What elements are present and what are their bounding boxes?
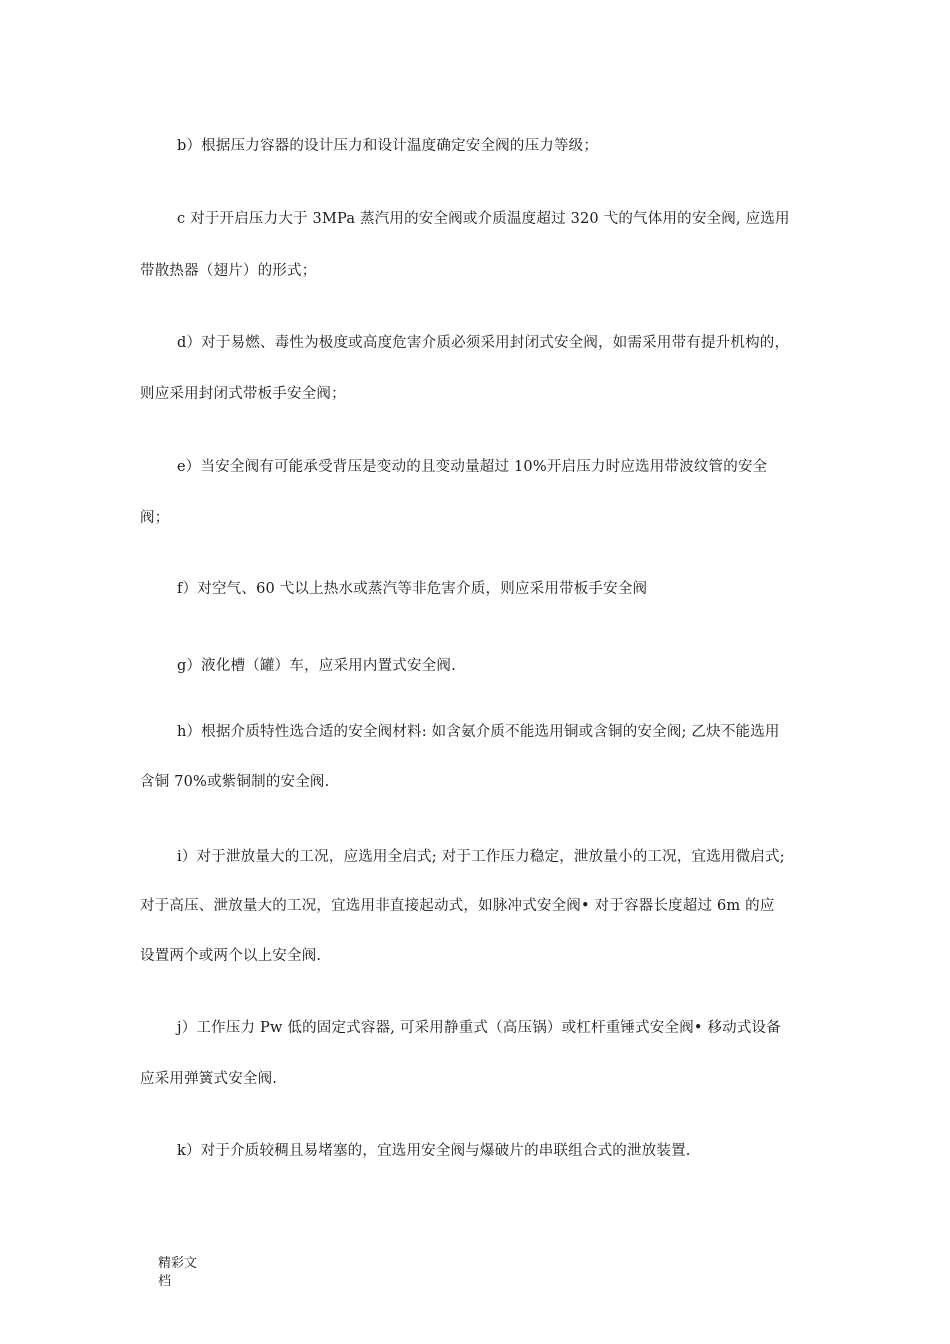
item-g-line-1: g）液化槽（罐）车，应采用内置式安全阀. bbox=[177, 658, 456, 674]
item-f-line-1: f）对空气、60 弋以上热水或蒸汽等非危害介质，则应采用带板手安全阀 bbox=[177, 581, 648, 597]
item-h-line-2: 含铜 70%或紫铜制的安全阀. bbox=[140, 774, 330, 790]
item-d-line-2: 则应采用封闭式带板手安全阀； bbox=[140, 386, 346, 402]
item-i-line-3: 设置两个或两个以上安全阀. bbox=[140, 948, 322, 964]
item-i-line-1: i）对于泄放量大的工况，应选用全启式; 对于工作压力稳定，泄放量小的工况，宜选用微启式; bbox=[177, 849, 785, 865]
item-k-line-1: k）对于介质较稠且易堵塞的，宜选用安全阀与爆破片的串联组合式的泄放装置. bbox=[177, 1143, 691, 1159]
item-e-line-2: 阀； bbox=[140, 510, 170, 526]
item-b-line-1: b）根据压力容器的设计压力和设计温度确定安全阀的压力等级； bbox=[177, 138, 599, 154]
item-h-line-1: h）根据介质特性选合适的安全阀材料: 如含氨介质不能选用铜或含铜的安全阀; 乙炔不能选用 bbox=[177, 724, 780, 740]
item-j-line-2: 应采用弹簧式安全阀. bbox=[140, 1071, 278, 1087]
item-e-line-1: e）当安全阀有可能承受背压是变动的且变动量超过 10%开启压力时应选用带波纹管的安全 bbox=[177, 459, 768, 475]
footer-line-2: 档 bbox=[158, 1274, 172, 1289]
footer-note bbox=[158, 1255, 218, 1291]
item-d-line-1: d）对于易燃、毒性为极度或高度危害介质必须采用封闭式安全阀，如需采用带有提升机构的， bbox=[177, 335, 790, 351]
footer-line-1: 精彩文 bbox=[158, 1256, 198, 1271]
item-i-line-2: 对于高压、泄放量大的工况，宜选用非直接起动式，如脉冲式安全阀• 对于容器长度超过 6m 的应 bbox=[140, 898, 775, 914]
item-c-line-1: c 对于开启压力大于 3MPa 蒸汽用的安全阀或介质温度超过 320 弋的气体用的安全阀, 应选用 bbox=[177, 211, 790, 227]
item-j-line-1: j）工作压力 Pw 低的固定式容器, 可采用静重式（高压锅）或杠杆重锤式安全阀• 移动式设备 bbox=[177, 1020, 781, 1036]
item-c-line-2: 带散热器（翅片）的形式； bbox=[140, 263, 317, 279]
